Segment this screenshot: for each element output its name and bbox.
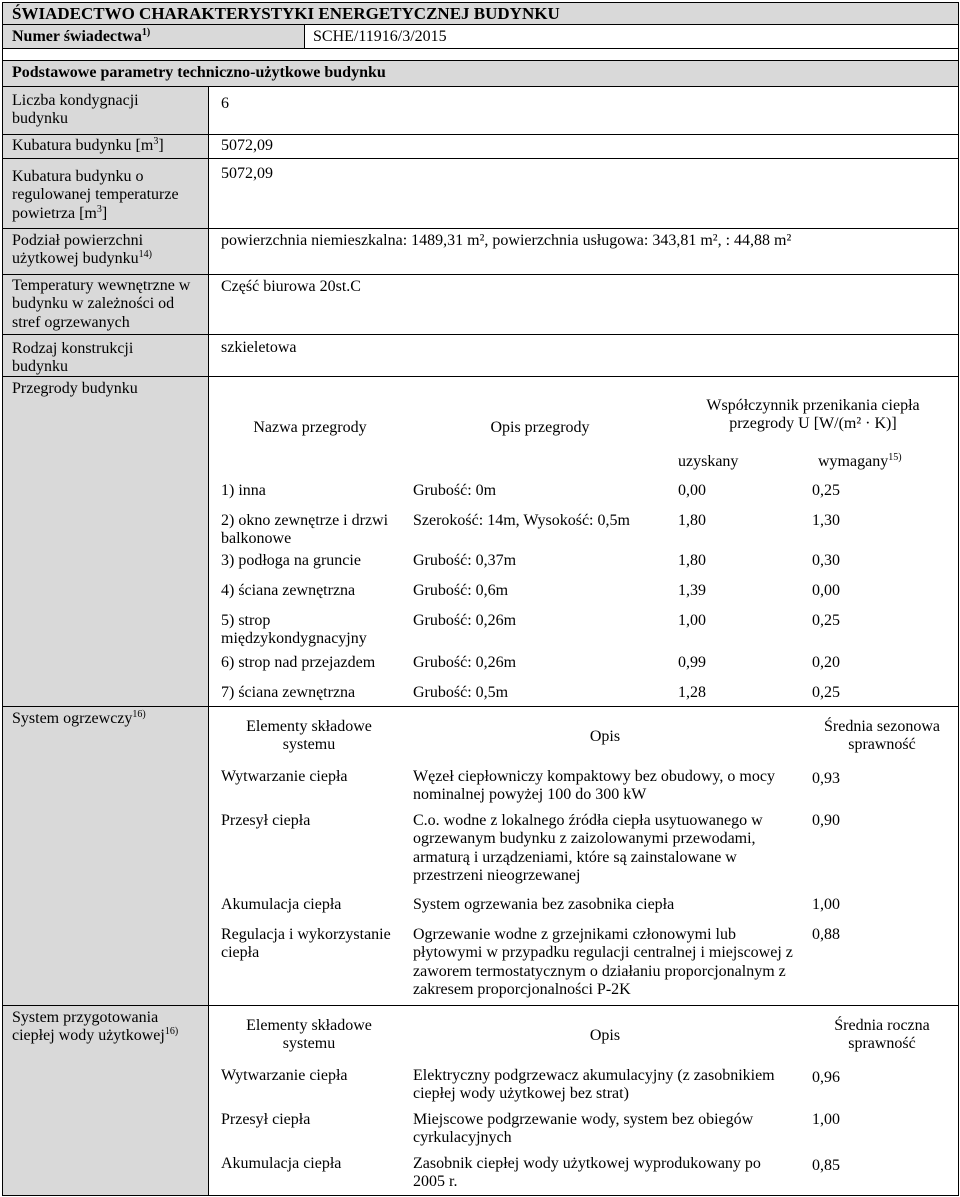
document-title: ŚWIADECTWO CHARAKTERYSTYKI ENERGETYCZNEJ BUDYNKU xyxy=(12,4,560,23)
label-internal-temperatures: Temperatury wewnętrzne w budynku w zależności od stref ogrzewanych xyxy=(12,277,191,331)
col-heating-efficiency: Średnia sezonowa sprawność xyxy=(824,718,940,754)
col-u-required: wymagany$^{15)}$ xyxy=(818,452,902,470)
label-area-division: Podział powierzchni użytkowej budynku$^{14)}$ xyxy=(12,232,152,268)
value-floor-count: 6 xyxy=(221,95,229,112)
value-construction-type: szkieletowa xyxy=(221,339,297,356)
col-partition-desc: Opis przegrody xyxy=(490,419,590,436)
label-partitions: Przegrody budynku xyxy=(12,380,138,397)
value-volume: 5072,09 xyxy=(221,137,273,154)
col-hot-water-desc: Opis xyxy=(589,1027,621,1044)
label-floor-count: Liczba kondygnacji budynku xyxy=(12,92,139,128)
col-heating-elements: Elementy składowe systemu xyxy=(246,718,372,754)
value-heated-volume: 5072,09 xyxy=(221,165,273,182)
col-heating-desc: Opis xyxy=(589,728,621,745)
label-heated-volume: Kubatura budynku o regulowanej temperaturze powietrza $[m^3]$ xyxy=(12,168,179,222)
label-construction-type: Rodzaj konstrukcji budynku xyxy=(12,340,134,376)
label-heating-system: System ogrzewczy$^{16)}$ xyxy=(12,709,146,727)
col-hot-water-efficiency: Średnia roczna sprawność xyxy=(834,1017,930,1053)
col-u-obtained: uzyskany xyxy=(678,453,739,470)
col-partition-name: Nazwa przegrody xyxy=(253,419,367,436)
col-hot-water-elements: Elementy składowe systemu xyxy=(246,1017,372,1053)
certificate-number-label: Numer świadectwa$^{1)}$ xyxy=(12,27,151,45)
label-hot-water-system: System przygotowania ciepłej wody użytkowej$^{16)}$ xyxy=(12,1009,179,1045)
value-area-division: powierzchnia niemieszkalna: 1489,31 m², powierzchnia usługowa: 343,81 m², : 44,88 m² xyxy=(221,232,792,249)
col-u-coefficient: Współczynnik przenikania ciepła przegrody U [W/(m² · K)] xyxy=(706,397,920,433)
certificate-number-value: SCHE/11916/3/2015 xyxy=(313,28,447,45)
label-volume: Kubatura budynku $[m^3]$ xyxy=(12,136,164,154)
value-internal-temperatures: Część biurowa 20st.C xyxy=(221,278,361,295)
section-title: Podstawowe parametry techniczno-użytkowe budynku xyxy=(12,64,386,81)
